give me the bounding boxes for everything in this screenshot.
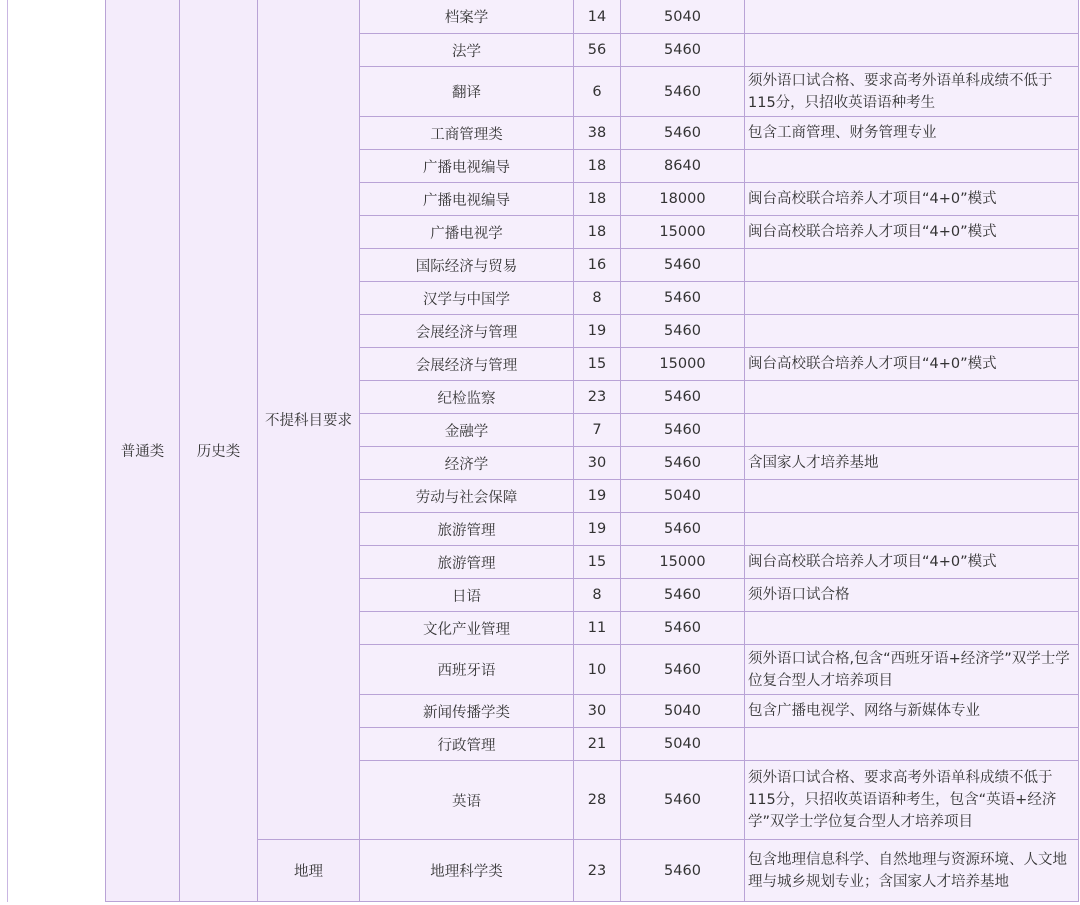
major-name-cell: 工商管理类: [360, 117, 574, 150]
remarks-cell: 含国家人才培养基地: [745, 447, 1079, 480]
tuition-fee-cell: 5460: [621, 315, 745, 348]
quota-cell: 30: [574, 447, 621, 480]
table-row: [106, 0, 1079, 34]
quota-cell: 18: [574, 183, 621, 216]
page-left-border: [7, 0, 8, 905]
quota-cell: 11: [574, 612, 621, 645]
remarks-cell: [745, 34, 1079, 67]
remarks-cell: [745, 480, 1079, 513]
quota-cell: 14: [574, 0, 621, 34]
quota-cell: 10: [574, 645, 621, 695]
tuition-fee-cell: 5460: [621, 645, 745, 695]
tuition-fee-cell: 5040: [621, 480, 745, 513]
tuition-fee-cell: 5460: [621, 381, 745, 414]
tuition-fee-cell: 5460: [621, 414, 745, 447]
major-name-cell: 广播电视编导: [360, 150, 574, 183]
quota-cell: 23: [574, 381, 621, 414]
major-name-cell: 法学: [360, 34, 574, 67]
tuition-fee-cell: 5040: [621, 0, 745, 34]
quota-cell: 16: [574, 249, 621, 282]
quota-cell: 19: [574, 513, 621, 546]
major-name-cell: 国际经济与贸易: [360, 249, 574, 282]
quota-cell: 19: [574, 315, 621, 348]
remarks-cell: [745, 282, 1079, 315]
remarks-cell: [745, 150, 1079, 183]
tuition-fee-cell: 5460: [621, 579, 745, 612]
quota-cell: 30: [574, 695, 621, 728]
category-cell: 普通类: [106, 0, 180, 902]
tuition-fee-cell: 5460: [621, 612, 745, 645]
major-name-cell: 行政管理: [360, 728, 574, 761]
remarks-cell: 包含地理信息科学、自然地理与资源环境、人文地理与城乡规划专业；含国家人才培养基地: [745, 840, 1079, 902]
remarks-cell: 闽台高校联合培养人才项目“4+0”模式: [745, 183, 1079, 216]
major-name-cell: 劳动与社会保障: [360, 480, 574, 513]
major-name-cell: 纪检监察: [360, 381, 574, 414]
remarks-cell: [745, 0, 1079, 34]
remarks-cell: 闽台高校联合培养人才项目“4+0”模式: [745, 546, 1079, 579]
major-name-cell: 翻译: [360, 67, 574, 117]
major-name-cell: 旅游管理: [360, 513, 574, 546]
tuition-fee-cell: 5460: [621, 117, 745, 150]
tuition-fee-cell: 5460: [621, 447, 745, 480]
major-name-cell: 会展经济与管理: [360, 315, 574, 348]
quota-cell: 15: [574, 546, 621, 579]
quota-cell: 38: [574, 117, 621, 150]
remarks-cell: [745, 728, 1079, 761]
remarks-cell: 须外语口试合格,包含“西班牙语+经济学”双学士学位复合型人才培养项目: [745, 645, 1079, 695]
major-name-cell: 英语: [360, 761, 574, 840]
major-name-cell: 日语: [360, 579, 574, 612]
major-name-cell: 经济学: [360, 447, 574, 480]
tuition-fee-cell: 15000: [621, 216, 745, 249]
quota-cell: 56: [574, 34, 621, 67]
remarks-cell: 闽台高校联合培养人才项目“4+0”模式: [745, 348, 1079, 381]
tuition-fee-cell: 5460: [621, 761, 745, 840]
remarks-cell: [745, 612, 1079, 645]
quota-cell: 28: [574, 761, 621, 840]
subject-requirement-cell: 地理: [258, 840, 360, 902]
tuition-fee-cell: 15000: [621, 546, 745, 579]
major-name-cell: 旅游管理: [360, 546, 574, 579]
tuition-fee-cell: 5460: [621, 67, 745, 117]
quota-cell: 21: [574, 728, 621, 761]
remarks-cell: 须外语口试合格、要求高考外语单科成绩不低于115分，只招收英语语种考生，包含“英语+经济学”双学士学位复合型人才培养项目: [745, 761, 1079, 840]
remarks-cell: [745, 249, 1079, 282]
tuition-fee-cell: 5460: [621, 840, 745, 902]
major-name-cell: 汉学与中国学: [360, 282, 574, 315]
major-name-cell: 西班牙语: [360, 645, 574, 695]
remarks-cell: 闽台高校联合培养人才项目“4+0”模式: [745, 216, 1079, 249]
remarks-cell: [745, 315, 1079, 348]
quota-cell: 6: [574, 67, 621, 117]
quota-cell: 15: [574, 348, 621, 381]
quota-cell: 18: [574, 150, 621, 183]
major-name-cell: 广播电视编导: [360, 183, 574, 216]
quota-cell: 23: [574, 840, 621, 902]
tuition-fee-cell: 5460: [621, 513, 745, 546]
tuition-fee-cell: 5460: [621, 249, 745, 282]
major-name-cell: 新闻传播学类: [360, 695, 574, 728]
tuition-fee-cell: 18000: [621, 183, 745, 216]
major-name-cell: 档案学: [360, 0, 574, 34]
tuition-fee-cell: 5460: [621, 282, 745, 315]
tuition-fee-cell: 8640: [621, 150, 745, 183]
tuition-fee-cell: 5460: [621, 34, 745, 67]
quota-cell: 8: [574, 579, 621, 612]
major-name-cell: 文化产业管理: [360, 612, 574, 645]
remarks-cell: [745, 414, 1079, 447]
quota-cell: 18: [574, 216, 621, 249]
table-body: [106, 0, 1079, 902]
admission-plan-table: [105, 0, 1079, 902]
subject-group-cell: 历史类: [180, 0, 258, 902]
major-name-cell: 会展经济与管理: [360, 348, 574, 381]
remarks-cell: 须外语口试合格: [745, 579, 1079, 612]
remarks-cell: [745, 513, 1079, 546]
major-name-cell: 金融学: [360, 414, 574, 447]
quota-cell: 7: [574, 414, 621, 447]
tuition-fee-cell: 5040: [621, 728, 745, 761]
remarks-cell: 包含工商管理、财务管理专业: [745, 117, 1079, 150]
major-name-cell: 地理科学类: [360, 840, 574, 902]
subject-requirement-cell: 不提科目要求: [258, 0, 360, 840]
remarks-cell: [745, 381, 1079, 414]
tuition-fee-cell: 15000: [621, 348, 745, 381]
tuition-fee-cell: 5040: [621, 695, 745, 728]
remarks-cell: 须外语口试合格、要求高考外语单科成绩不低于115分，只招收英语语种考生: [745, 67, 1079, 117]
major-name-cell: 广播电视学: [360, 216, 574, 249]
quota-cell: 8: [574, 282, 621, 315]
quota-cell: 19: [574, 480, 621, 513]
remarks-cell: 包含广播电视学、网络与新媒体专业: [745, 695, 1079, 728]
